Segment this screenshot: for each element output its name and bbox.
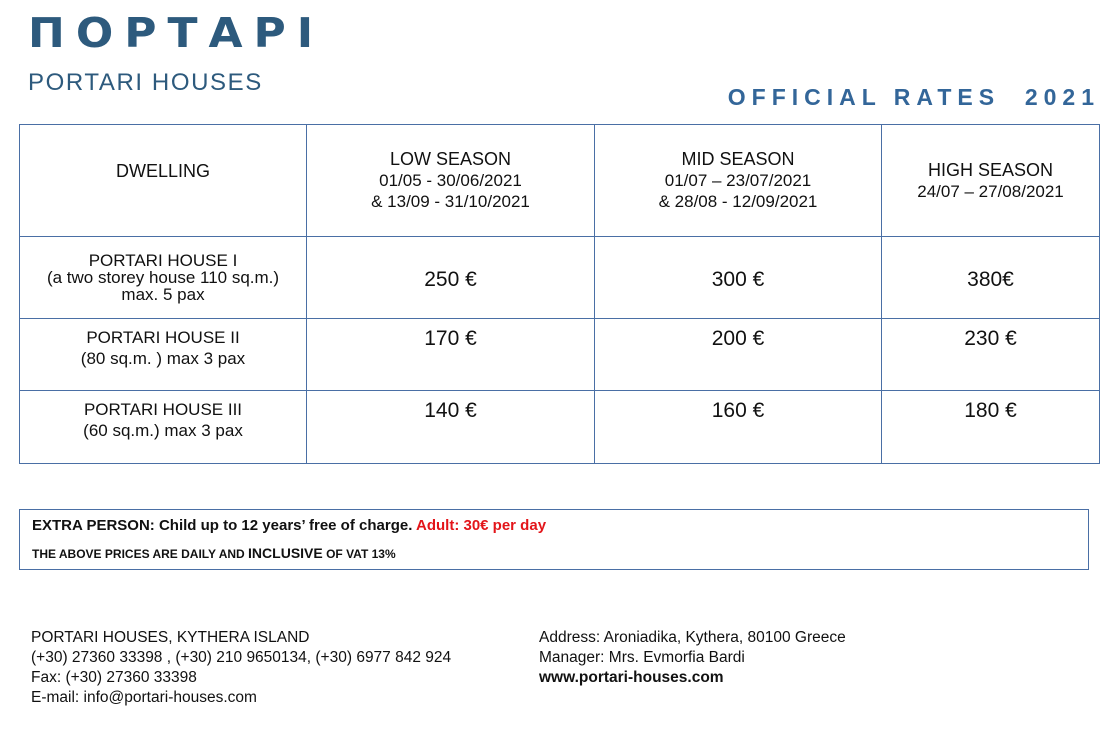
season-dates: 24/07 – 27/08/2021 [917,181,1064,201]
extra-person-line [32,517,546,534]
vat-note-line [32,545,396,561]
table-row [20,319,1100,391]
footer-manager: Manager: Mrs. Evmorfia Bardi [539,649,745,666]
season-dates: 01/05 - 30/06/2021 [379,171,522,190]
table-row [20,237,1100,319]
price-high-season: 230 € [882,319,1100,391]
footer-company: PORTARI HOUSES, KYTHERA ISLAND [31,629,310,646]
website-link[interactable]: www.portari-houses.com [539,669,724,686]
price-mid-season: 300 € [595,237,882,319]
price-high-season: 180 € [882,391,1100,464]
season-name: LOW SEASON [389,149,512,169]
price-low-season: 140 € [307,391,595,464]
dwelling-details: (80 sq.m. ) max 3 pax [80,349,246,368]
price-mid-season: 200 € [595,319,882,391]
dwelling-details: max. 5 pax [121,285,205,304]
dwelling-name: PORTARI HOUSE I [88,251,238,270]
vat-note-part1: THE ABOVE PRICES ARE DAILY AND [32,547,249,561]
dwelling-name: PORTARI HOUSE II [86,328,240,347]
dwelling-details: (60 sq.m.) max 3 pax [83,421,243,440]
dwelling-cell [20,391,307,464]
season-name: HIGH SEASON [927,159,1054,180]
footer-contact [31,628,451,708]
price-low-season: 250 € [307,237,595,319]
footer-email[interactable]: E-mail: info@portari-houses.com [31,689,257,706]
table-row [20,391,1100,464]
low-season-header [307,125,595,237]
rates-table [19,124,1100,464]
dwelling-details: (a two storey house 110 sq.m.) [46,268,280,287]
dwelling-cell [20,319,307,391]
logo-subtitle: PORTARI HOUSES [28,69,263,96]
table-header-row [20,125,1100,237]
dwelling-cell [20,237,307,319]
footer-phones: (+30) 27360 33398 , (+30) 210 9650134, (+30) 6977 842 924 [31,649,452,666]
logo-greek-wordmark: ΠΟΡΤΑΡΙ [28,10,325,58]
price-mid-season: 160 € [595,391,882,464]
season-dates: & 28/08 - 12/09/2021 [658,192,818,211]
season-name: MID SEASON [681,149,795,169]
season-dates: & 13/09 - 31/10/2021 [371,192,530,211]
vat-note-part2: OF VAT 13% [322,547,396,561]
extra-person-note [19,509,1089,570]
season-dates: 01/07 – 23/07/2021 [664,171,812,190]
dwelling-header: DWELLING [20,125,307,237]
high-season-header [882,125,1100,237]
footer-address: Address: Aroniadika, Kythera, 80100 Greece [539,629,846,646]
adult-price-text: Adult: 30€ per day [416,517,547,534]
page-title: OFFICIAL RATES 2021 [727,84,1100,110]
footer-address-block [539,628,846,688]
vat-note-inclusive: INCLUSIVE [248,545,323,561]
price-low-season: 170 € [307,319,595,391]
dwelling-name: PORTARI HOUSE III [83,400,243,419]
extra-person-text: EXTRA PERSON: Child up to 12 years’ free of charge. [32,517,413,534]
price-high-season: 380€ [882,237,1100,319]
mid-season-header [595,125,882,237]
footer-fax: Fax: (+30) 27360 33398 [31,669,197,686]
